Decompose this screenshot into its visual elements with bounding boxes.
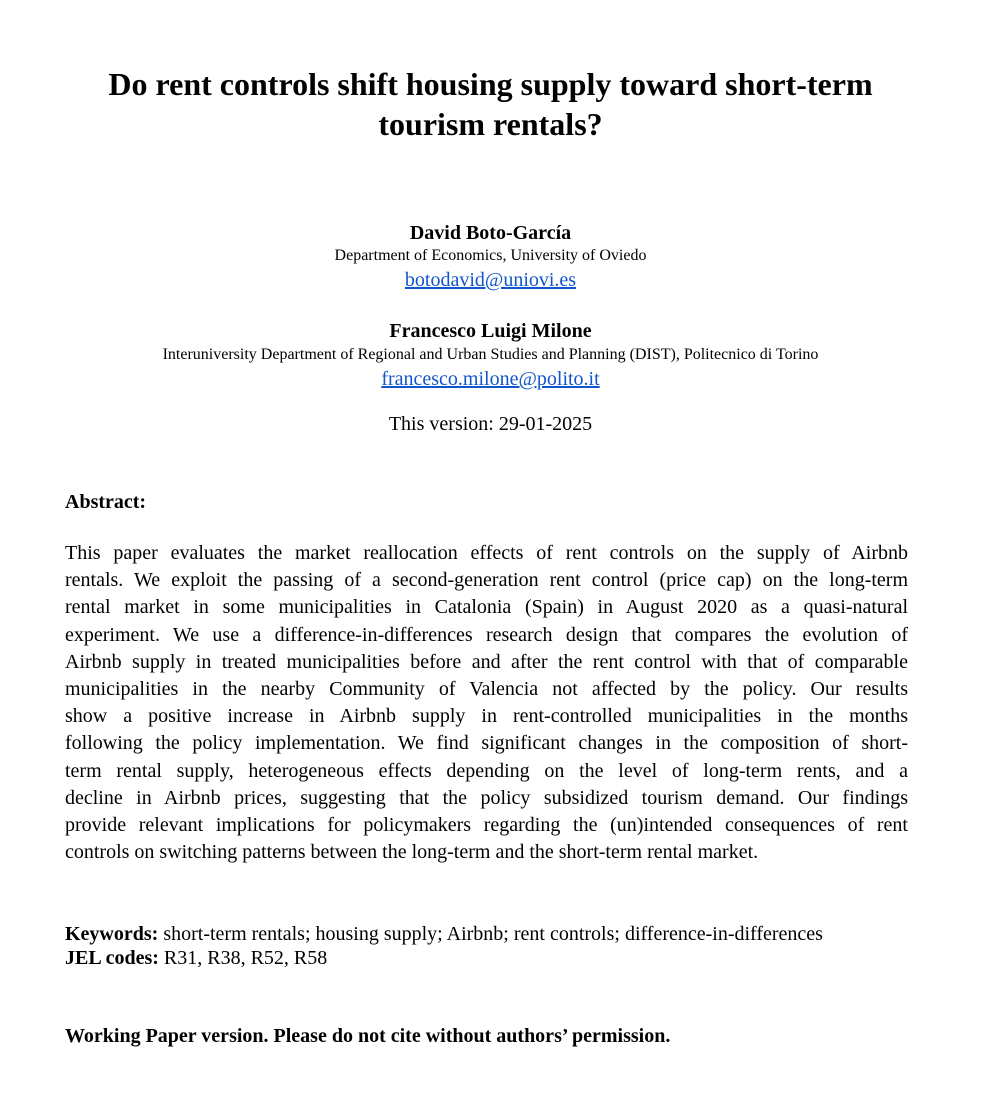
abstract-body [65,540,908,866]
working-paper-note: Working Paper version. Please do not cite without authors’ permission. [65,1025,671,1047]
abstract-line: rental market in some municipalities in Catalonia (Spain) in August 2020 as a quasi-natural [65,596,908,619]
author-block-2 [0,319,981,343]
jel-label: JEL codes: [65,947,159,969]
author-email-row-2 [0,367,981,391]
author-affiliation: Department of Economics, University of Oviedo [334,247,647,264]
keywords-text: short-term rentals; housing supply; Airbnb; rent controls; difference-in-differences [158,923,823,945]
abstract-line: experiment. We use a difference-in-differences research design that compares the evolution of [65,623,908,646]
title-line-2: tourism rentals? [378,106,603,142]
author-email-link[interactable]: botodavid@uniovi.es [404,269,577,291]
abstract-line: rentals. We exploit the passing of a second-generation rent control (price cap) on the long-term [65,569,908,592]
keywords-block [65,922,908,970]
abstract-line: following the policy implementation. We find significant changes in the composition of short- [65,732,908,755]
abstract-line: Airbnb supply in treated municipalities before and after the rent control with that of comparable [65,650,908,673]
title-line-1: Do rent controls shift housing supply toward short-term [108,66,873,102]
jel-line [65,946,908,970]
author-block-1 [0,221,981,245]
keywords-line [65,922,908,946]
abstract-line: municipalities in the nearby Community of Valencia not affected by the policy. Our results [65,678,908,701]
paper-title [40,64,941,144]
author-name: Francesco Luigi Milone [389,320,592,342]
abstract-line: This paper evaluates the market reallocation effects of rent controls on the supply of Airbnb [65,542,908,564]
abstract-line: controls on switching patterns between the long-term and the short-term rental market. [65,841,759,864]
jel-text: R31, R38, R52, R58 [158,947,328,969]
author-affiliation-row-2 [0,345,981,365]
version-date: This version: 29-01-2025 [388,413,593,435]
abstract-line: show a positive increase in Airbnb supply in rent-controlled municipalities in the months [65,705,908,728]
author-affiliation: Interuniversity Department of Regional and Urban Studies and Planning (DIST), Politecnico di Torino [162,346,819,363]
author-name: David Boto-García [409,222,572,244]
keywords-label: Keywords: [65,923,159,945]
version-row [0,412,981,436]
abstract-line: provide relevant implications for policymakers regarding the (un)intended consequences of rent [65,814,908,837]
author-email-link[interactable]: francesco.milone@polito.it [381,368,600,390]
abstract-heading: Abstract: [65,491,147,513]
author-affiliation-row-1 [0,246,981,266]
abstract-line: decline in Airbnb prices, suggesting that the policy subsidized tourism demand. Our findings [65,786,908,809]
author-email-row-1 [0,268,981,292]
abstract-line: term rental supply, heterogeneous effects depending on the level of long-term rents, and a [65,759,908,782]
